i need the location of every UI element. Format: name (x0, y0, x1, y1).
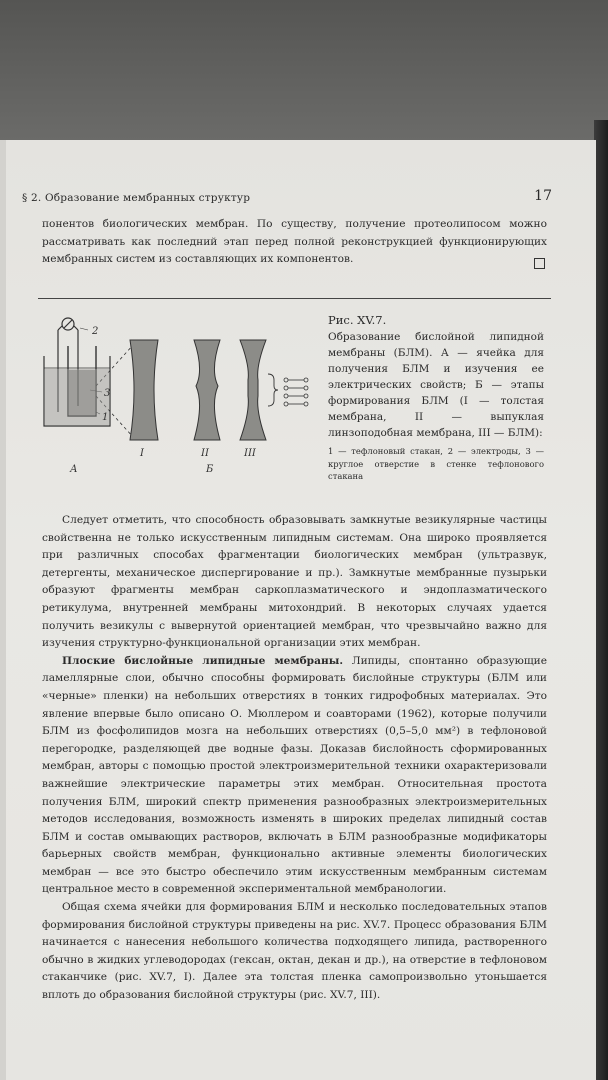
section-title: § 2. Образование мембранных структур (22, 192, 251, 204)
label-1: 1 (102, 412, 109, 423)
label-a: А (70, 464, 78, 475)
page-number: 17 (534, 188, 552, 204)
separator-rule (38, 298, 551, 299)
paragraph-1: Следует отметить, что способность образовывать замкнутые везикулярные частицы свойственна не только искусственным липидным системам. Она широко проявляется при различных способах фрагментации биологических мембран (ультразвук, детергенты, механическое диспергирование и пр.). Замкнутые мембранные пузырьки образуют фрагменты мембран саркоплазматического и эндоплазматического ретикулума, внутренней мембраны митохондрий. В некоторых случаях удается получить везикулы с вывернутой ориентацией мембран, что чрезвычайно важно для изучения структурно-функциональной организации этих мембран. (42, 514, 547, 650)
label-2: 2 (92, 326, 99, 337)
background-top (0, 0, 608, 140)
page-left-edge (0, 140, 6, 1080)
label-stage-i: I (140, 448, 144, 459)
paragraph-3: Общая схема ячейки для формирования БЛМ и несколько последовательных этапов формирования бислойной структуры приведены на рис. XV.7. Процесс образования БЛМ начинается с нанесения небольшого количества подходящего липида, растворенного обычно в жидких углеводородах (гексан, октан, декан и др.), на отверстие в тефлоновом стаканчике (рис. XV.7, I). Далее эта толстая пленка самопроизвольно утоньшается вплоть до образования бислойной структуры (рис. XV.7, III). (42, 901, 547, 1002)
figure-xv7 (30, 316, 320, 496)
book-spine-edge (594, 120, 608, 1080)
label-3: 3 (104, 388, 111, 399)
label-stage-ii: II (201, 448, 209, 459)
figure-caption (328, 312, 544, 441)
thick-membrane (130, 340, 158, 440)
caption-title: Рис. XV.7. (328, 313, 387, 327)
paragraph-2-text: Липиды, спонтанно образующие ламеллярные слои, обычно способны формировать бислойные структуры (БЛМ или «черные» пленки) на небольших отверстиях в тонких гидрофобных материалах. Это явление впервые было описано О. Мюллером и соавторами (1962), которые получили БЛМ из фосфолипидов мозга на небольших отверстиях (0,5–5,0 мм²) в тефлоновой перегородке, разделяющей две водные фазы. Доказав бислойность сформированных мембран, авторы с помощью простой электроизмерительной техники охарактеризовали важнейшие электрические параметры этих мембран. Относительная простота получения БЛМ, широкий спектр применения разнообразных электроизмерительных методов исследования, возможность изменять в широких пределах липидный состав БЛМ и состав омывающих растворов, включать в БЛМ разнообразные модификаторы барьерных свойств мембран, функционально активные элементы биологических мембран — все это быстро обеспечило этим искусственным мембранным системам центральное место в современной экспериментальной мембранологии. (42, 654, 548, 896)
running-header (22, 188, 552, 208)
bilayer-membrane (240, 340, 266, 440)
main-text (42, 512, 547, 1005)
label-stage-iii: III (244, 448, 256, 459)
caption-text: Образование бислойной липидной мембраны (БЛМ). А — ячейка для получения БЛМ и изучения ее электрических свойств; Б — этапы формирования БЛМ (I — толстая мембрана, II — выпуклая линзоподобная мембрана, III — БЛМ): (328, 331, 544, 439)
paragraph-2 (42, 653, 547, 899)
book-page (0, 140, 596, 1080)
paragraph-2-heading: Плоские бислойные липидные мембраны. (62, 654, 344, 667)
lipid-molecules-icon (284, 378, 308, 406)
lens-membrane (194, 340, 220, 440)
caption-legend: 1 — тефлоновый стакан, 2 — электроды, 3 — круглое отверстие в стенке тефлонового стакана (328, 446, 544, 481)
end-of-proof-mark (534, 258, 545, 269)
label-b: Б (206, 464, 214, 475)
membrane-diagram (30, 316, 320, 496)
intro-paragraph: понентов биологических мембран. По существу, получение протеолипосом можно рассматривать как последний этап перед полной реконструкцией функционирующих мембранных систем из составляющих их компонентов. (42, 218, 547, 266)
